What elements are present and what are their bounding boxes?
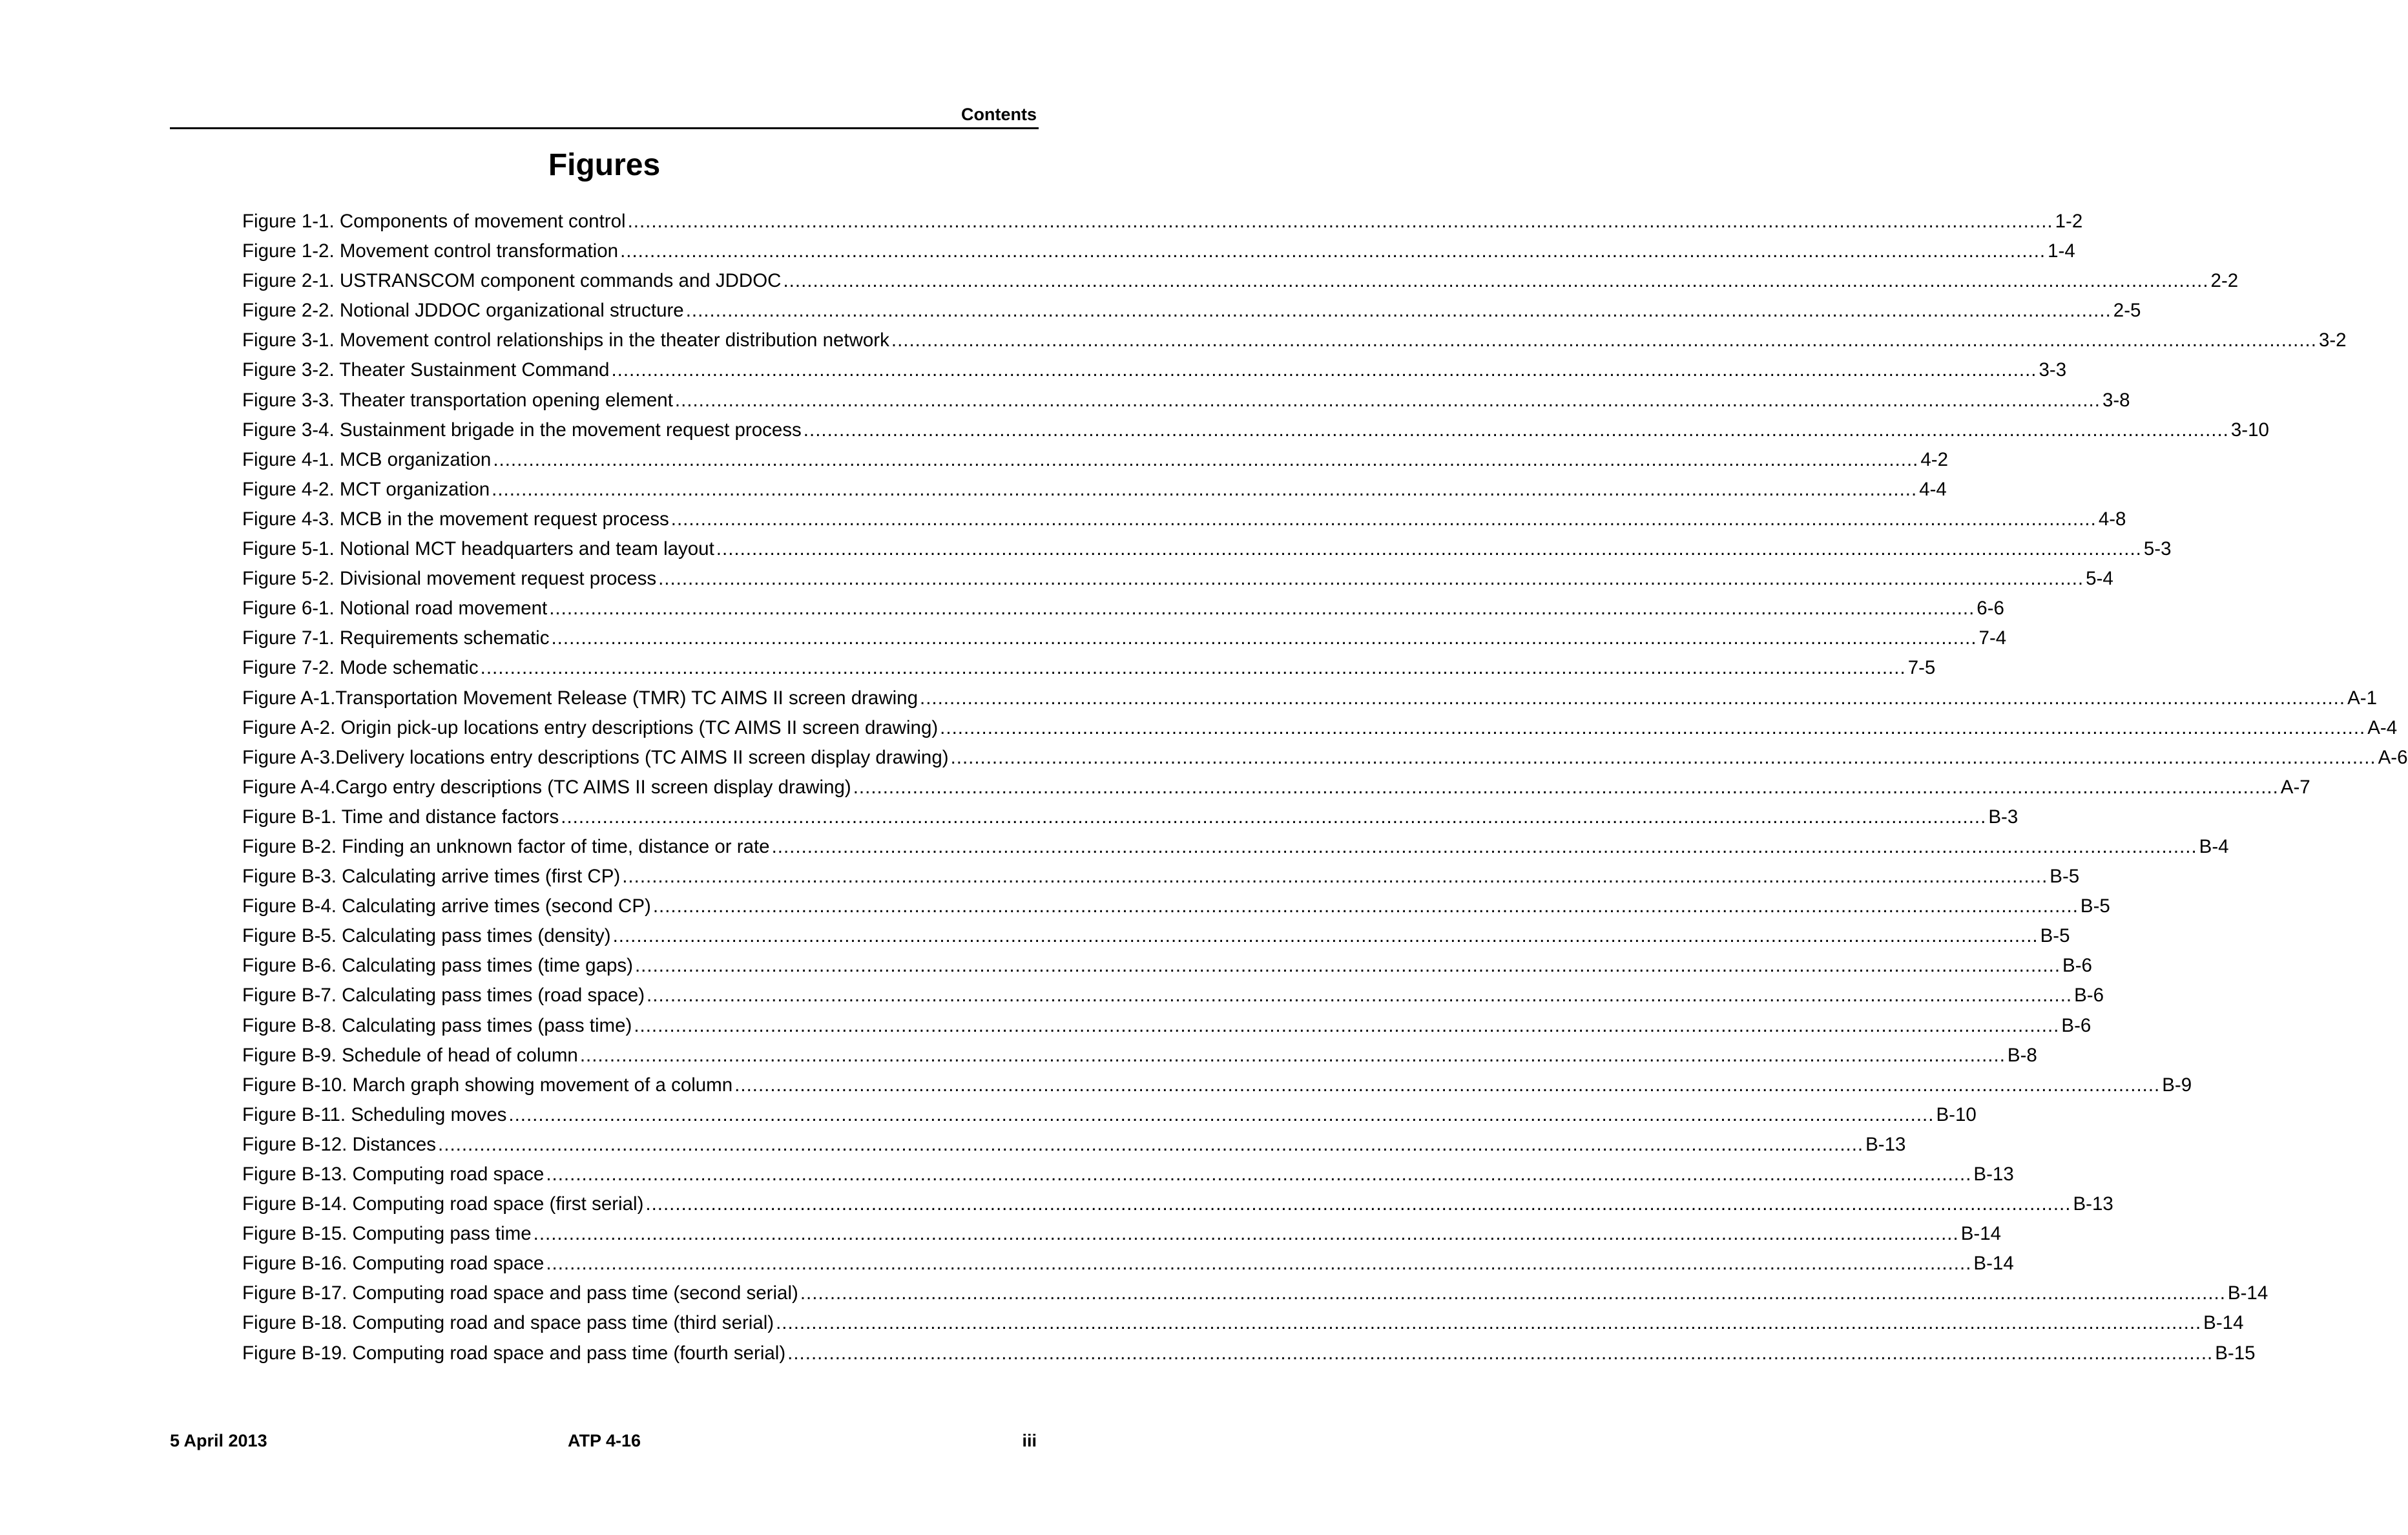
toc-entry-label: Figure 7-1. Requirements schematic [242, 627, 550, 649]
toc-entry[interactable] [242, 1100, 1977, 1130]
toc-entry-label: Figure B-3. Calculating arrive times (first CP) [242, 866, 621, 888]
toc-entry-page: 2-5 [2113, 300, 2141, 322]
toc-entry[interactable] [242, 802, 2019, 832]
toc-entry[interactable] [242, 1041, 2037, 1070]
dot-leader [920, 684, 2345, 713]
toc-entry-page: B-4 [2199, 835, 2229, 857]
dot-leader [492, 475, 1917, 505]
toc-entry-page: B-14 [2203, 1312, 2244, 1334]
dot-leader [647, 981, 2072, 1010]
toc-entry-page: B-8 [2007, 1044, 2037, 1066]
toc-entry-page: 4-8 [2098, 508, 2126, 530]
dot-leader [508, 1100, 1934, 1130]
dot-leader [675, 386, 2101, 415]
toc-entry-label: Figure B-18. Computing road and space pass time (third serial) [242, 1312, 774, 1334]
toc-entry-label: Figure B-5. Calculating pass times (density) [242, 925, 611, 947]
toc-entry-page: B-13 [2073, 1193, 2113, 1215]
toc-entry-label: Figure B-4. Calculating arrive times (second CP) [242, 895, 651, 917]
toc-entry-label: Figure A-2. Origin pick-up locations entry descriptions (TC AIMS II screen drawing) [242, 716, 939, 738]
toc-entry-page: A-4 [2367, 716, 2398, 738]
toc-entry-page: 4-2 [1920, 448, 1949, 470]
toc-entry-label: Figure B-14. Computing road space (first serial) [242, 1193, 644, 1215]
dot-leader [613, 921, 2039, 951]
toc-entry-page: 3-3 [2039, 359, 2067, 381]
dot-leader [734, 1070, 2160, 1100]
toc-entry[interactable] [242, 534, 2172, 564]
toc-entry[interactable] [242, 445, 1949, 475]
toc-entry-label: Figure B-2. Finding an unknown factor of time, distance or rate [242, 835, 770, 857]
toc-entry-label: Figure B-13. Computing road space [242, 1164, 545, 1185]
dot-leader [561, 802, 1986, 832]
footer-publication: ATP 4-16 [567, 1431, 641, 1450]
toc-entry-page: 5-3 [2143, 538, 2172, 560]
toc-entry-page: B-6 [2062, 955, 2092, 977]
toc-entry-page: B-3 [1988, 806, 2019, 828]
toc-entry[interactable] [242, 1160, 2014, 1189]
toc-entry-page: B-14 [1960, 1223, 2002, 1245]
dot-leader [653, 892, 2079, 921]
toc-entry-label: Figure B-17. Computing road space and pass time (second serial) [242, 1282, 798, 1304]
toc-entry[interactable] [242, 236, 2075, 266]
dot-leader [800, 1279, 2226, 1308]
dot-leader [481, 653, 1906, 683]
toc-entry[interactable] [242, 1308, 2244, 1338]
toc-entry[interactable] [242, 981, 2104, 1010]
toc-entry[interactable] [242, 743, 2408, 773]
dot-leader [546, 1249, 1971, 1279]
footer-page-number: iii [1022, 1431, 1037, 1450]
footer-date: 5 April 2013 [170, 1431, 267, 1450]
dot-leader [671, 505, 2097, 534]
toc-entry-label: Figure B-15. Computing pass time [242, 1223, 532, 1245]
toc-entry[interactable] [242, 951, 2092, 981]
dot-leader [493, 445, 1918, 475]
toc-entry[interactable] [242, 1189, 2113, 1219]
toc-entry[interactable] [242, 207, 2083, 236]
toc-entry-label: Figure A-4.Cargo entry descriptions (TC AIMS II screen display drawing) [242, 776, 851, 798]
dot-leader [772, 832, 2197, 862]
toc-entry-label: Figure B-16. Computing road space [242, 1253, 545, 1275]
dot-leader [551, 623, 1977, 653]
toc-entry[interactable] [242, 773, 2310, 802]
toc-entry-page: 1-2 [2055, 211, 2083, 232]
toc-entry[interactable] [242, 594, 2004, 623]
toc-entry-page: B-10 [1936, 1103, 1977, 1125]
dot-leader [940, 713, 2365, 743]
toc-entry-page: A-1 [2347, 687, 2377, 709]
toc-entry-label: Figure 3-4. Sustainment brigade in the movement request process [242, 419, 802, 441]
toc-entry-label: Figure A-1.Transportation Movement Release (TMR) TC AIMS II screen drawing [242, 687, 918, 709]
toc-entry-page: B-5 [2040, 925, 2070, 947]
toc-entry[interactable] [242, 1130, 1906, 1160]
toc-entry-page: 2-2 [2210, 270, 2239, 292]
toc-entry-label: Figure B-12. Distances [242, 1133, 437, 1155]
toc-entry-page: 4-4 [1919, 478, 1947, 500]
toc-entry-label: Figure B-10. March graph showing movement of a column [242, 1074, 733, 1096]
toc-entry-page: 3-10 [2230, 419, 2269, 441]
toc-entry[interactable] [242, 1011, 2091, 1041]
toc-entry-label: Figure 1-1. Components of movement control [242, 211, 626, 232]
dot-leader [716, 534, 2142, 564]
toc-entry-label: Figure 6-1. Notional road movement [242, 598, 548, 620]
toc-entry-page: B-9 [2162, 1074, 2192, 1096]
toc-entry-page: 3-8 [2102, 389, 2130, 411]
toc-entry[interactable] [242, 684, 2377, 713]
dot-leader [645, 1189, 2071, 1219]
dot-leader [658, 564, 2084, 594]
toc-entry-page: B-14 [1973, 1253, 2014, 1275]
toc-entry-page: B-14 [2227, 1282, 2268, 1304]
toc-entry-label: Figure B-1. Time and distance factors [242, 806, 559, 828]
toc-entry[interactable] [242, 296, 2141, 326]
dot-leader [580, 1041, 2006, 1070]
dot-leader [686, 296, 2112, 326]
dot-leader [611, 355, 2037, 385]
dot-leader [776, 1308, 2201, 1338]
toc-entry-label: Figure 4-1. MCB organization [242, 448, 492, 470]
toc-entry-page: 5-4 [2086, 568, 2113, 590]
toc-entry-page: B-6 [2074, 985, 2104, 1007]
dot-leader [622, 862, 2048, 892]
toc-entry[interactable] [242, 1249, 2014, 1279]
toc-entry-page: 3-2 [2318, 329, 2347, 351]
toc-entry-label: Figure 1-2. Movement control transformation [242, 240, 619, 262]
dot-leader [853, 773, 2279, 802]
toc-entry[interactable] [242, 1070, 2192, 1100]
toc-entry-label: Figure 7-2. Mode schematic [242, 657, 479, 679]
dot-leader [634, 1011, 2059, 1041]
toc-entry-label: Figure 2-1. USTRANSCOM component commands and JDDOC [242, 270, 782, 292]
figures-list [242, 207, 2408, 1368]
toc-entry[interactable] [242, 326, 2347, 355]
toc-entry-page: B-15 [2215, 1342, 2256, 1364]
toc-entry[interactable] [242, 1279, 2268, 1308]
toc-entry-page: B-5 [2050, 866, 2080, 888]
toc-entry-page: B-6 [2061, 1014, 2091, 1036]
toc-entry[interactable] [242, 623, 2007, 653]
toc-entry-label: Figure 4-3. MCB in the movement request process [242, 508, 669, 530]
toc-entry-label: Figure A-3.Delivery locations entry descriptions (TC AIMS II screen display drawing) [242, 746, 949, 768]
toc-entry[interactable] [242, 1219, 2002, 1249]
toc-entry[interactable] [242, 862, 2080, 892]
toc-entry-label: Figure 3-1. Movement control relationships in the theater distribution network [242, 329, 889, 351]
dot-leader [804, 415, 2229, 445]
dot-leader [549, 594, 1975, 623]
toc-entry-label: Figure 5-1. Notional MCT headquarters and team layout [242, 538, 714, 560]
dot-leader [620, 236, 2046, 266]
toc-entry-page: 7-4 [1978, 627, 2007, 649]
toc-entry-page: B-5 [2080, 895, 2110, 917]
header-section-label: Contents [961, 105, 1037, 124]
toc-entry[interactable] [242, 921, 2070, 951]
toc-entry-page: A-6 [2378, 746, 2408, 768]
toc-entry[interactable] [242, 892, 2110, 921]
toc-entry[interactable] [242, 415, 2269, 445]
toc-entry-page: 1-4 [2048, 240, 2075, 262]
toc-entry[interactable] [242, 1339, 2256, 1368]
toc-entry[interactable] [242, 713, 2398, 743]
dot-leader [783, 266, 2208, 296]
toc-entry[interactable] [242, 505, 2126, 534]
toc-entry-label: Figure B-8. Calculating pass times (pass time) [242, 1014, 632, 1036]
toc-entry[interactable] [242, 355, 2067, 385]
toc-entry-page: 6-6 [1977, 598, 2004, 620]
toc-entry-label: Figure B-7. Calculating pass times (road space) [242, 985, 645, 1007]
toc-entry-label: Figure 3-2. Theater Sustainment Command [242, 359, 610, 381]
toc-entry[interactable] [242, 386, 2130, 415]
toc-entry-page: B-13 [1973, 1164, 2014, 1185]
page-title: Figures [548, 148, 661, 182]
toc-entry-label: Figure B-19. Computing road space and pass time (fourth serial) [242, 1342, 786, 1364]
toc-entry-page: B-13 [1865, 1133, 1906, 1155]
toc-entry-page: A-7 [2280, 776, 2310, 798]
dot-leader [534, 1219, 1959, 1249]
dot-leader [635, 951, 2060, 981]
page-footer [170, 1431, 1039, 1454]
toc-entry-page: 7-5 [1907, 657, 1936, 679]
toc-entry[interactable] [242, 832, 2229, 862]
toc-entry-label: Figure 3-3. Theater transportation opening element [242, 389, 673, 411]
running-header [170, 102, 1039, 129]
toc-entry[interactable] [242, 475, 1947, 505]
dot-leader [891, 326, 2317, 355]
toc-entry-label: Figure 2-2. Notional JDDOC organizational structure [242, 300, 684, 322]
toc-entry-label: Figure 5-2. Divisional movement request process [242, 568, 657, 590]
dot-leader [546, 1160, 1971, 1189]
toc-entry[interactable] [242, 653, 1936, 683]
dot-leader [628, 207, 2053, 236]
dot-leader [787, 1339, 2213, 1368]
toc-entry-label: Figure 4-2. MCT organization [242, 478, 490, 500]
toc-entry-label: Figure B-9. Schedule of head of column [242, 1044, 578, 1066]
toc-entry-label: Figure B-6. Calculating pass times (time gaps) [242, 955, 633, 977]
toc-entry[interactable] [242, 266, 2239, 296]
dot-leader [438, 1130, 1863, 1160]
toc-entry[interactable] [242, 564, 2113, 594]
toc-entry-label: Figure B-11. Scheduling moves [242, 1103, 507, 1125]
dot-leader [951, 743, 2376, 773]
